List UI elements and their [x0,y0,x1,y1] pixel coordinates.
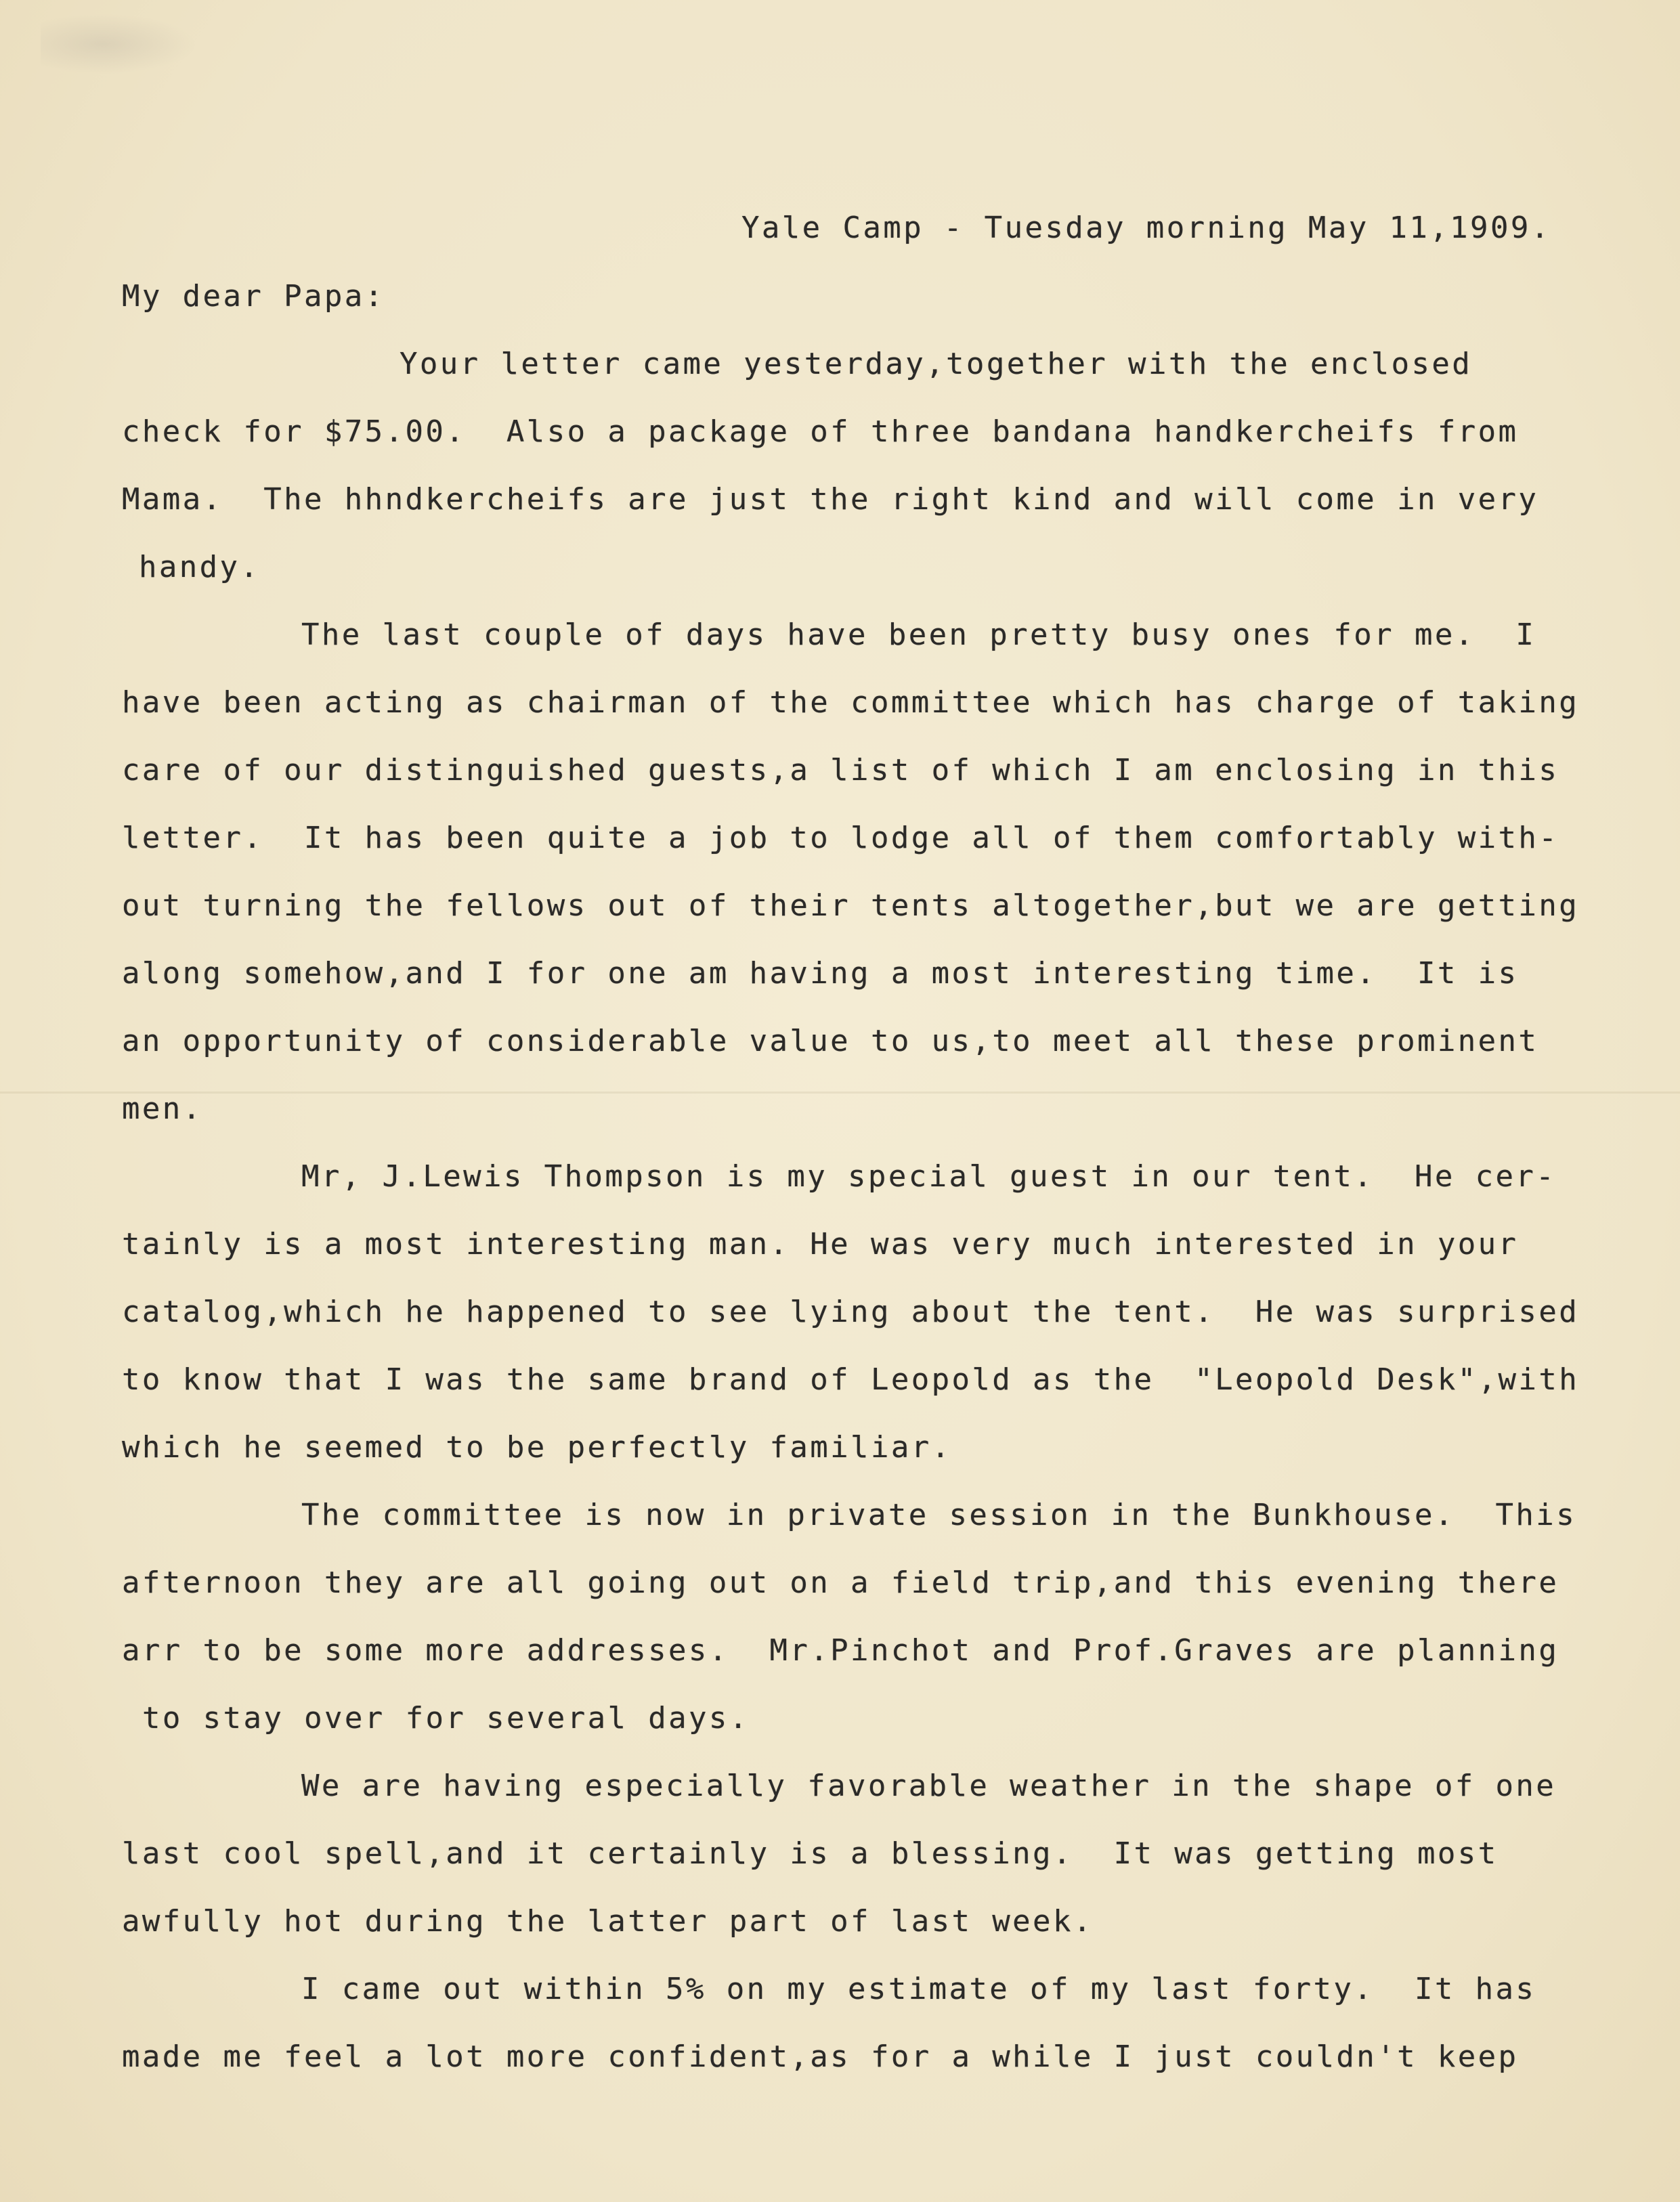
letter-line: The committee is now in private session in the Bunkhouse. This [301,1498,1577,1532]
letter-line: check for $75.00. Also a package of three bandana handkercheifs from [122,414,1519,449]
letter-line: arr to be some more addresses. Mr.Pinchot and Prof.Graves are planning [122,1633,1559,1668]
letter-line: which he seemed to be perfectly familiar. [122,1430,952,1465]
letter-line: We are having especially favorable weather in the shape of one [301,1769,1557,1803]
letter-line: an opportunity of considerable value to us,to meet all these prominent [122,1024,1539,1058]
letter-line: letter. It has been quite a job to lodge all of them comfortably with- [122,821,1559,855]
letter-line: The last couple of days have been pretty busy ones for me. I [301,618,1536,652]
letter-line: to stay over for several days. [142,1701,750,1735]
salutation: My dear Papa: [122,279,385,314]
letter-line: awfully hot during the latter part of last week. [122,1904,1094,1939]
letter-line: have been acting as chairman of the committee which has charge of taking [122,685,1580,720]
letter-line: Mama. The hhndkercheifs are just the right kind and will come in very [122,482,1539,517]
letter-line: afternoon they are all going out on a field trip,and this evening there [122,1566,1559,1600]
letter-line: out turning the fellows out of their tents altogether,but we are getting [122,888,1580,923]
letter-line: handy. [139,550,261,584]
letter-line: Mr, J.Lewis Thompson is my special guest in our tent. He cer- [301,1159,1557,1194]
letter-line: last cool spell,and it certainly is a blessing. It was getting most [122,1836,1499,1871]
letter-line: tainly is a most interesting man. He was very much interested in your [122,1227,1519,1261]
letter-line: made me feel a lot more confident,as for a while I just couldn't keep [122,2039,1519,2074]
paper-stain [41,14,196,74]
letter-line: care of our distinguished guests,a list of which I am enclosing in this [122,753,1559,787]
letter-line: men. [122,1092,203,1126]
letter-line: I came out within 5% on my estimate of my last forty. It has [301,1972,1536,2006]
letter-line: along somehow,and I for one am having a most interesting time. It is [122,956,1519,991]
dateline: Yale Camp - Tuesday morning May 11,1909. [741,211,1551,245]
paper-fold [0,1092,1680,1094]
letter-line: to know that I was the same brand of Leopold as the "Leopold Desk",with [122,1362,1580,1397]
letter-line: Your letter came yesterday,together with the enclosed [400,347,1473,381]
letter-line: catalog,which he happened to see lying about the tent. He was surprised [122,1295,1580,1329]
